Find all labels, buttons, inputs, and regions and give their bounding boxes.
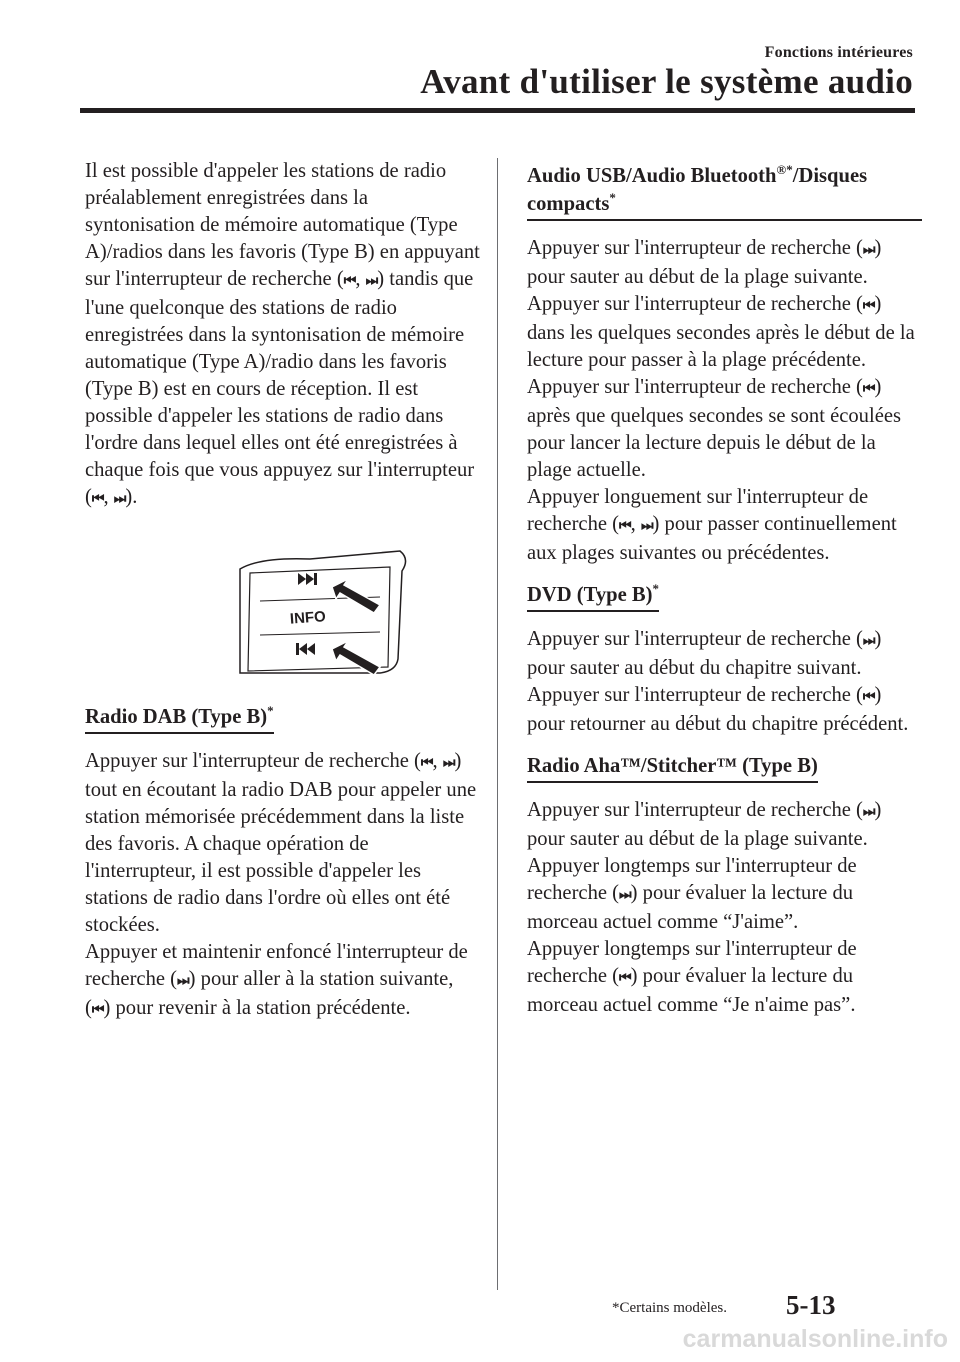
next-track-icon: ⏭ (862, 634, 873, 649)
prev-track-icon: ⏮ (619, 971, 629, 986)
next-track-icon: ⏭ (365, 274, 376, 289)
usb-paragraph: Appuyer longuement sur l'interrupteur de recherche (⏮, ⏭) pour passer continuellement aux plages suivantes ou précédentes. (527, 486, 897, 564)
aha-paragraph: Appuyer longtemps sur l'interrupteur de recherche (⏮) pour évaluer la lecture du morceau actuel comme “Je n'aime pas”. (527, 938, 857, 1016)
prev-button-icon (296, 643, 315, 655)
prev-track-icon: ⏮ (91, 1003, 102, 1018)
next-track-icon: ⏭ (177, 974, 187, 989)
prev-track-icon: ⏮ (862, 690, 873, 705)
dab-paragraph: Appuyer sur l'interrupteur de recherche (⏮, ⏭) tout en écoutant la radio DAB pour appeler une station mémorisée précédemment dans la liste des favoris. A chaque opération de l'interrupteur, il est possible d'appeler les stations de radio dans l'ordre où elles ont été stockées. (85, 750, 477, 936)
arrow-icon (332, 579, 380, 613)
steering-switch-illustration (220, 549, 420, 677)
page-title: Avant d'utiliser le système audio (420, 62, 913, 101)
prev-track-icon: ⏮ (91, 492, 102, 507)
next-track-icon: ⏭ (640, 519, 651, 534)
section-label: Fonctions intérieures (764, 44, 913, 61)
dvd-heading: DVD (Type B)* (527, 581, 659, 612)
watermark: carmanualsonline.info (682, 1325, 948, 1353)
footnote: *Certains modèles. (612, 1300, 727, 1316)
dab-paragraph: Appuyer et maintenir enfoncé l'interrupteur de recherche (⏭) pour aller à la station suivante, (⏮) pour revenir à la station précédente. (85, 941, 468, 1019)
right-column (527, 158, 922, 1019)
next-track-icon: ⏭ (862, 243, 873, 258)
next-track-icon: ⏭ (619, 888, 629, 903)
prev-track-icon: ⏮ (862, 382, 873, 397)
dvd-paragraph: Appuyer sur l'interrupteur de recherche (⏭) pour sauter au début du chapitre suivant. (527, 628, 882, 679)
page-number: 5-13 (786, 1290, 836, 1320)
info-label: INFO (289, 608, 327, 628)
intro-paragraph: Il est possible d'appeler les stations de radio préalablement enregistrées dans la syntonisation de mémoire automatique (Type A)/radios dans les favoris (Type B) en appuyant sur l'interrupteur de recherche (⏮, ⏭) tandis que l'une quelconque des stations de radio enregistrées dans la syntonisation de mémoire automatique (Type A)/radio dans les favoris (Type B) est en cours de réception. Il est possible d'appeler les stations de radio dans l'ordre dans lequel elles ont été enregistrées à chaque fois que vous appuyez sur l'interrupteur (⏮, ⏭). (85, 160, 480, 508)
next-button-icon (298, 573, 317, 585)
usb-paragraph: Appuyer sur l'interrupteur de recherche (⏮) après que quelques secondes se sont écoulées pour lancer la lecture depuis le début de la plage actuelle. (527, 376, 901, 481)
left-column (85, 158, 480, 1024)
header-rule (80, 108, 915, 113)
dab-heading: Radio DAB (Type B)* (85, 703, 274, 734)
prev-track-icon: ⏮ (862, 299, 873, 314)
column-divider (497, 158, 498, 1290)
next-track-icon: ⏭ (442, 756, 453, 771)
arrow-icon (332, 641, 380, 675)
prev-track-icon: ⏮ (343, 274, 354, 289)
next-track-icon: ⏭ (113, 492, 124, 507)
next-track-icon: ⏭ (862, 805, 873, 820)
prev-track-icon: ⏮ (420, 756, 431, 771)
prev-track-icon: ⏮ (619, 519, 629, 534)
usb-heading: Audio USB/Audio Bluetooth®*/Disques compacts* (527, 162, 922, 221)
aha-paragraph: Appuyer sur l'interrupteur de recherche (⏭) pour sauter au début de la plage suivante. (527, 799, 882, 850)
aha-paragraph: Appuyer longtemps sur l'interrupteur de recherche (⏭) pour évaluer la lecture du morceau actuel comme “J'aime”. (527, 855, 857, 933)
aha-heading: Radio Aha™/Stitcher™ (Type B) (527, 752, 818, 783)
dvd-paragraph: Appuyer sur l'interrupteur de recherche (⏮) pour retourner au début du chapitre précédent. (527, 684, 909, 735)
usb-paragraph: Appuyer sur l'interrupteur de recherche (⏮) dans les quelques secondes après le début de la lecture pour passer à la plage précédente. (527, 293, 915, 371)
usb-paragraph: Appuyer sur l'interrupteur de recherche (⏭) pour sauter au début de la plage suivante. (527, 237, 882, 288)
